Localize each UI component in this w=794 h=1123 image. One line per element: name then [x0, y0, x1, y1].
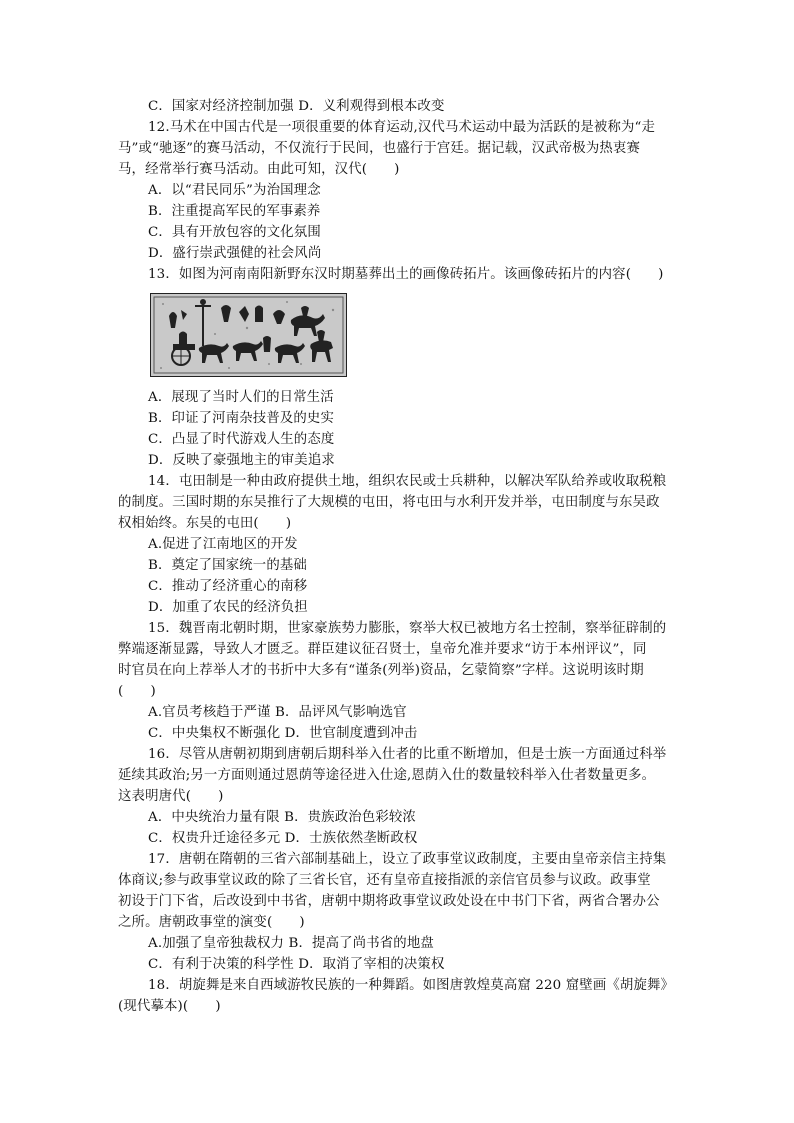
q16-stem-line-3: 这表明唐代( )	[118, 789, 224, 804]
q13-option-c: C．凸显了时代游戏人生的态度	[148, 432, 335, 447]
q12-stem-line-2: 马”或“驰逐”的赛马活动，不仅流行于民间，也盛行于宫廷。据记载，汉武帝极为热衷赛	[118, 141, 640, 156]
q12-option-c: C．具有开放包容的文化氛围	[148, 225, 321, 240]
q14-option-d: D．加重了农民的经济负担	[148, 600, 308, 615]
q16-options-ab: A．中央统治力量有限 B．贵族政治色彩较浓	[148, 810, 416, 825]
q13-stem: 13．如图为河南南阳新野东汉时期墓葬出土的画像砖拓片。该画像砖拓片的内容( )	[148, 267, 664, 282]
q17-stem-line-2: 体商议;参与政事堂议政的除了三省长官，还有皇帝直接指派的亲信官员参与议政。政事堂	[118, 873, 651, 888]
han-brick-rubbing-image	[150, 293, 347, 377]
q12-option-a: A．以“君民同乐”为治国理念	[148, 183, 321, 198]
q14-option-a: A.促进了江南地区的开发	[148, 537, 298, 552]
q15-stem-line-3: 时官员在向上荐举人才的书折中大多有“谨条(列举)资品，乞蒙简察”字样。这说明该时期	[118, 663, 644, 678]
q12-stem-line-3: 马，经常举行赛马活动。由此可知，汉代( )	[118, 162, 400, 177]
q18-stem-line-1: 18．胡旋舞是来自西域游牧民族的一种舞蹈。如图唐敦煌莫高窟 220 窟壁画《胡旋舞》	[148, 978, 675, 993]
q13-option-d: D．反映了豪强地主的审美追求	[148, 453, 335, 468]
q17-options-cd: C．有利于决策的科学性 D．取消了宰相的决策权	[148, 957, 445, 972]
q18-stem-line-2: (现代摹本)( )	[118, 999, 221, 1014]
q17-options-ab: A.加强了皇帝独裁权力 B．提高了尚书省的地盘	[148, 936, 434, 951]
q14-stem-line-1: 14．屯田制是一种由政府提供土地，组织农民或士兵耕种，以解决军队给养或收取税粮	[148, 474, 667, 489]
q14-option-c: C．推动了经济重心的南移	[148, 579, 308, 594]
q13-option-b: B．印证了河南杂技普及的史实	[148, 411, 335, 426]
q15-stem-line-2: 弊端逐渐显露，导致人才匮乏。群臣建议征召贤士，皇帝允准并要求“访于本州评议”，同	[118, 642, 647, 657]
q15-stem-line-4: ( )	[118, 684, 156, 699]
q14-stem-line-3: 权相始终。东吴的屯田( )	[118, 516, 292, 531]
q12-option-d: D．盛行崇武强健的社会风尚	[148, 246, 322, 261]
q17-stem-line-1: 17．唐朝在隋朝的三省六部制基础上，设立了政事堂议政制度，主要由皇帝亲信主持集	[148, 852, 667, 867]
q11-options-cd: C．国家对经济控制加强 D．义利观得到根本改变	[148, 99, 445, 114]
q13-option-a: A．展现了当时人们的日常生活	[148, 390, 334, 405]
q15-options-ab: A.官员考核趋于严谨 B．品评风气影响选官	[148, 705, 407, 720]
q15-options-cd: C．中央集权不断强化 D．世官制度遭到冲击	[148, 726, 418, 741]
q14-option-b: B．奠定了国家统一的基础	[148, 558, 307, 573]
q15-stem-line-1: 15．魏晋南北朝时期，世家豪族势力膨胀，察举大权已被地方名士控制，察举征辟制的	[148, 621, 667, 636]
q14-stem-line-2: 的制度。三国时期的东吴推行了大规模的屯田，将屯田与水利开发并举，屯田制度与东吴政	[118, 495, 660, 510]
q16-stem-line-1: 16．尽管从唐朝初期到唐朝后期科举入仕者的比重不断增加，但是士族一方面通过科举	[148, 747, 667, 762]
q12-stem-line-1: 12.马术在中国古代是一项很重要的体育运动,汉代马术运动中最为活跃的是被称为“走	[148, 120, 656, 135]
q12-option-b: B．注重提高军民的军事素养	[148, 204, 321, 219]
q16-stem-line-2: 延续其政治;另一方面则通过恩荫等途径进入仕途,恩荫入仕的数量较科举入仕者数量更多。	[118, 768, 656, 783]
q17-stem-line-4: 之所。唐朝政事堂的演变( )	[118, 915, 305, 930]
q17-stem-line-3: 初设于门下省，后改设到中书省，唐朝中期将政事堂议政处设在中书门下省，两省合署办公	[118, 894, 660, 909]
q16-options-cd: C．权贵升迁途径多元 D．士族依然垄断政权	[148, 831, 418, 846]
